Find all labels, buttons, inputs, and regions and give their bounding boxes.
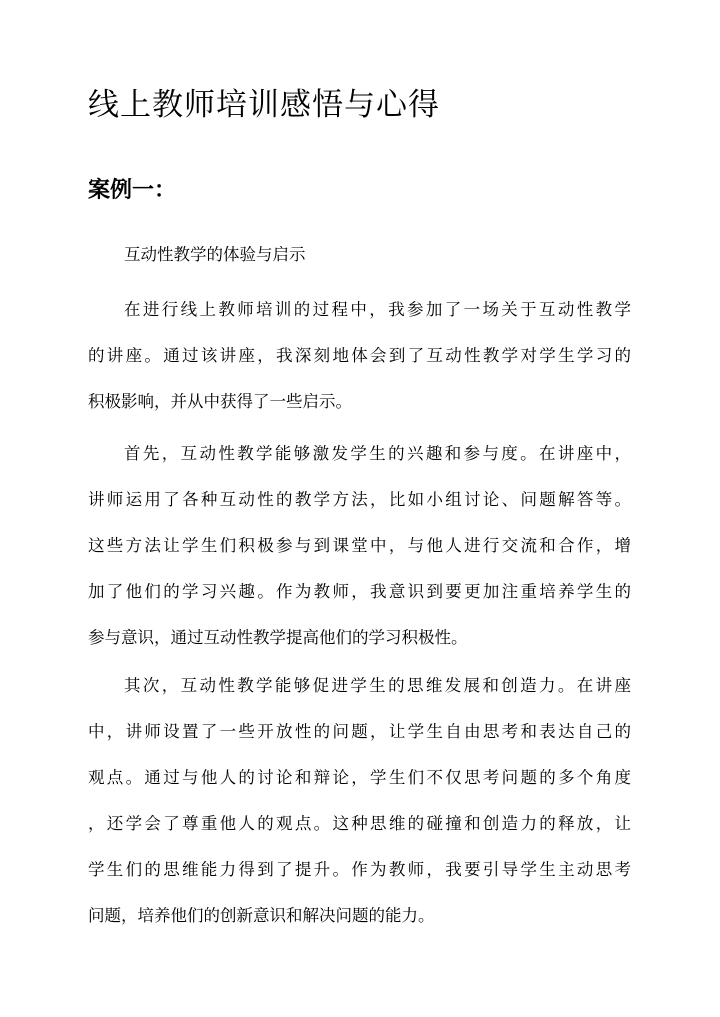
paragraph-line: 在进行线上教师培训的过程中，我参加了一场关于互动性教学	[124, 300, 631, 319]
section-heading: 案例一：	[88, 177, 177, 203]
paragraph-line: 这些方法让学生们积极参与到课堂中，与他人进行交流和合作，增	[88, 536, 631, 555]
paragraph-line: 首先，互动性教学能够激发学生的兴趣和参与度。在讲座中，	[124, 444, 631, 463]
paragraph-2	[88, 431, 631, 661]
document-title: 线上教师培训感悟与心得	[88, 87, 440, 123]
paragraph-line: 中，讲师设置了一些开放性的问题，让学生自由思考和表达自己的	[88, 722, 631, 741]
paragraph-line: 参与意识，通过互动性教学提高他们的学习积极性。	[88, 628, 468, 647]
paragraph-line: 问题，培养他们的创新意识和解决问题的能力。	[88, 906, 435, 925]
paragraph-line: ，还学会了尊重他人的观点。这种思维的碰撞和创造力的释放，让	[88, 814, 631, 833]
paragraph-line: 积极影响，并从中获得了一些启示。	[88, 392, 352, 411]
paragraph-line: 学生们的思维能力得到了提升。作为教师，我要引导学生主动思考	[88, 860, 631, 879]
paragraph-line: 观点。通过与他人的讨论和辩论，学生们不仅思考问题的多个角度	[88, 768, 631, 787]
subtitle: 互动性教学的体验与启示	[124, 245, 306, 264]
paragraph-line: 加了他们的学习兴趣。作为教师，我意识到要更加注重培养学生的	[88, 582, 631, 601]
paragraph-line: 讲师运用了各种互动性的教学方法，比如小组讨论、问题解答等。	[88, 490, 631, 509]
paragraph-3	[88, 663, 631, 939]
paragraph-line: 的讲座。通过该讲座，我深刻地体会到了互动性教学对学生学习的	[88, 346, 631, 365]
paragraph-line: 其次，互动性教学能够促进学生的思维发展和创造力。在讲座	[124, 676, 631, 695]
paragraph-1	[88, 287, 631, 425]
